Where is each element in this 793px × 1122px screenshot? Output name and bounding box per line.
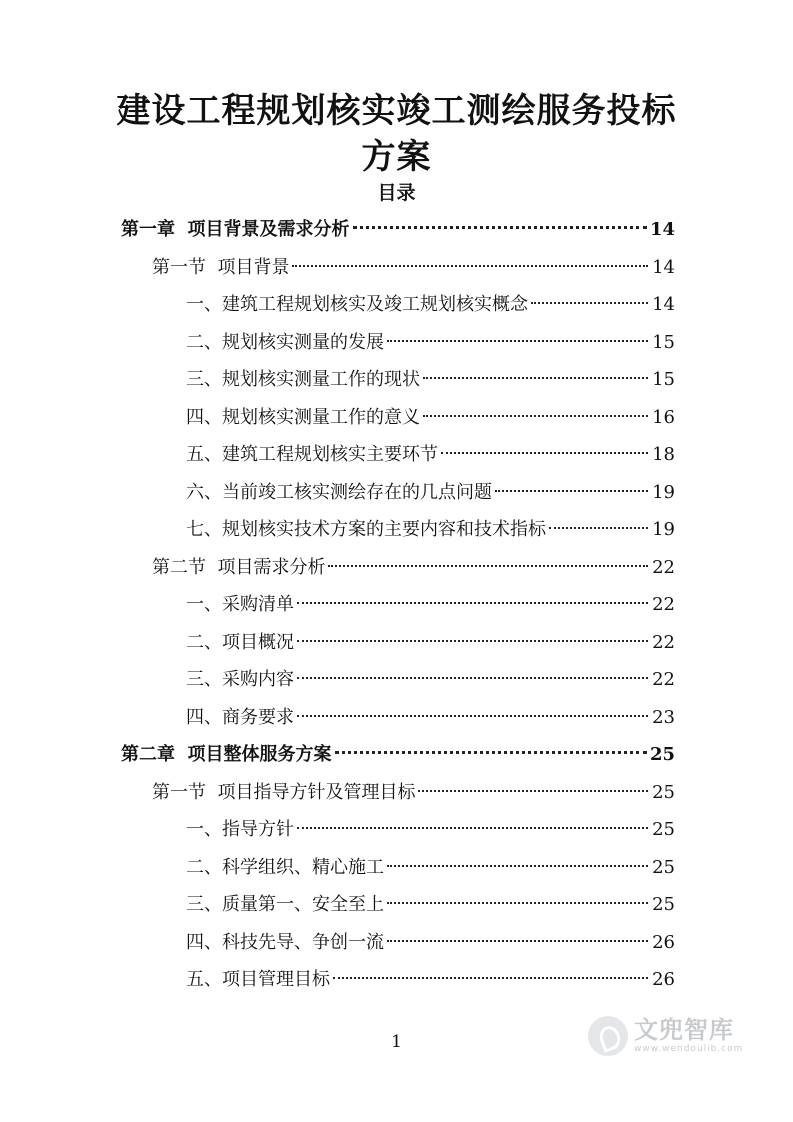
toc-dot-leader [335, 751, 647, 754]
toc-entry[interactable] [186, 962, 675, 998]
toc-entry-page: 15 [652, 369, 675, 390]
toc-entry[interactable] [186, 512, 675, 548]
toc-entry-title: 第一章 项目背景及需求分析 [121, 219, 350, 240]
toc-dot-leader [495, 490, 648, 492]
toc-entry-page: 19 [652, 481, 675, 503]
toc-entry-title: 一、指导方针 [186, 819, 294, 840]
toc-heading: 目录 [377, 182, 416, 204]
toc-entry[interactable] [186, 812, 675, 848]
toc-dot-leader [297, 602, 648, 604]
toc-entry-page: 26 [652, 931, 675, 953]
toc-dot-leader [418, 790, 648, 792]
toc-entry-page: 25 [652, 894, 675, 915]
toc-dot-leader [441, 452, 648, 454]
toc-entry-page: 22 [652, 594, 675, 615]
toc-entry-title: 三、质量第一、安全至上 [186, 894, 384, 915]
toc-dot-leader [292, 265, 648, 267]
toc-dot-leader [423, 415, 648, 417]
toc-entry-title: 四、科技先导、争创一流 [186, 931, 384, 953]
toc-entry[interactable] [121, 737, 675, 773]
toc-dot-leader [549, 527, 648, 529]
watermark [588, 1016, 743, 1056]
toc-entry[interactable] [186, 362, 675, 398]
toc-entry[interactable] [186, 587, 675, 623]
toc-entry-title: 二、项目概况 [186, 631, 294, 653]
toc-entry-title: 四、商务要求 [186, 706, 294, 728]
toc-entry-page: 22 [652, 631, 675, 653]
toc-entry[interactable] [186, 850, 675, 886]
toc-entry-title: 二、规划核实测量的发展 [186, 331, 384, 353]
toc-entry[interactable] [152, 250, 675, 286]
toc-entry-page: 15 [652, 331, 675, 353]
toc-dot-leader [387, 902, 648, 904]
toc-entry[interactable] [186, 437, 675, 473]
toc-entry[interactable] [152, 775, 675, 811]
toc-entry[interactable] [152, 550, 675, 586]
toc-entry[interactable] [186, 700, 675, 736]
toc-dot-leader [328, 565, 648, 567]
toc-entry-title: 五、项目管理目标 [186, 969, 330, 990]
toc-entry-title: 五、建筑工程规划核实主要环节 [186, 444, 438, 465]
toc-entry-page: 19 [652, 519, 675, 540]
watermark-title: 文兜智库 [634, 1016, 734, 1044]
toc-entry-title: 第一节 项目背景 [152, 256, 290, 278]
watermark-url: www.wendoulib.com [634, 1044, 744, 1054]
toc-entry-page: 25 [652, 781, 675, 803]
toc-entry-page: 22 [652, 556, 675, 578]
toc-entry[interactable] [186, 625, 675, 661]
toc-entry[interactable] [186, 475, 675, 511]
toc-dot-leader [387, 940, 648, 942]
watermark-logo-icon [588, 1016, 628, 1056]
toc-dot-leader [387, 865, 648, 867]
toc-entry[interactable] [186, 287, 675, 323]
toc-entry-title: 第一节 项目指导方针及管理目标 [152, 781, 416, 803]
toc-entry-page: 25 [652, 819, 675, 840]
toc-dot-leader [297, 827, 648, 829]
toc-entry-page: 22 [652, 669, 675, 690]
toc-entry-page: 23 [652, 706, 675, 728]
toc-entry-title: 三、规划核实测量工作的现状 [186, 369, 420, 390]
toc-dot-leader [297, 715, 648, 717]
toc-entry[interactable] [186, 400, 675, 436]
toc-entry-title: 第二节 项目需求分析 [152, 556, 326, 578]
toc-entry-title: 七、规划核实技术方案的主要内容和技术指标 [186, 519, 546, 540]
toc-entry-page: 14 [649, 219, 675, 240]
toc-dot-leader [297, 677, 648, 679]
toc-dot-leader [297, 640, 648, 642]
toc-entry[interactable] [186, 325, 675, 361]
page-number: 1 [391, 1032, 402, 1052]
toc-entry-title: 六、当前竣工核实测绘存在的几点问题 [186, 481, 492, 503]
toc-entry-page: 25 [652, 856, 675, 878]
toc-entry[interactable] [186, 925, 675, 961]
toc-dot-leader [353, 226, 647, 229]
toc-entry-page: 14 [652, 256, 675, 278]
toc-dot-leader [387, 340, 648, 342]
toc-entry-page: 16 [652, 406, 675, 428]
toc-entry[interactable] [121, 212, 675, 248]
toc-entry[interactable] [186, 662, 675, 698]
toc-entry[interactable] [186, 887, 675, 923]
toc-dot-leader [531, 302, 648, 304]
toc-entry-page: 14 [652, 294, 675, 315]
toc-entry-page: 18 [652, 444, 675, 465]
toc-entry-page: 25 [649, 744, 675, 765]
toc-dot-leader [333, 977, 648, 979]
document-title: 建设工程规划核实竣工测绘服务投标方案 [116, 91, 677, 177]
toc-entry-title: 一、采购清单 [186, 594, 294, 615]
toc-entry-title: 四、规划核实测量工作的意义 [186, 406, 420, 428]
toc-entry-title: 一、建筑工程规划核实及竣工规划核实概念 [186, 294, 528, 315]
toc-entry-title: 第二章 项目整体服务方案 [121, 744, 332, 765]
toc-entry-title: 二、科学组织、精心施工 [186, 856, 384, 878]
toc-dot-leader [423, 377, 648, 379]
toc-entry-title: 三、采购内容 [186, 669, 294, 690]
toc-entry-page: 26 [652, 969, 675, 990]
